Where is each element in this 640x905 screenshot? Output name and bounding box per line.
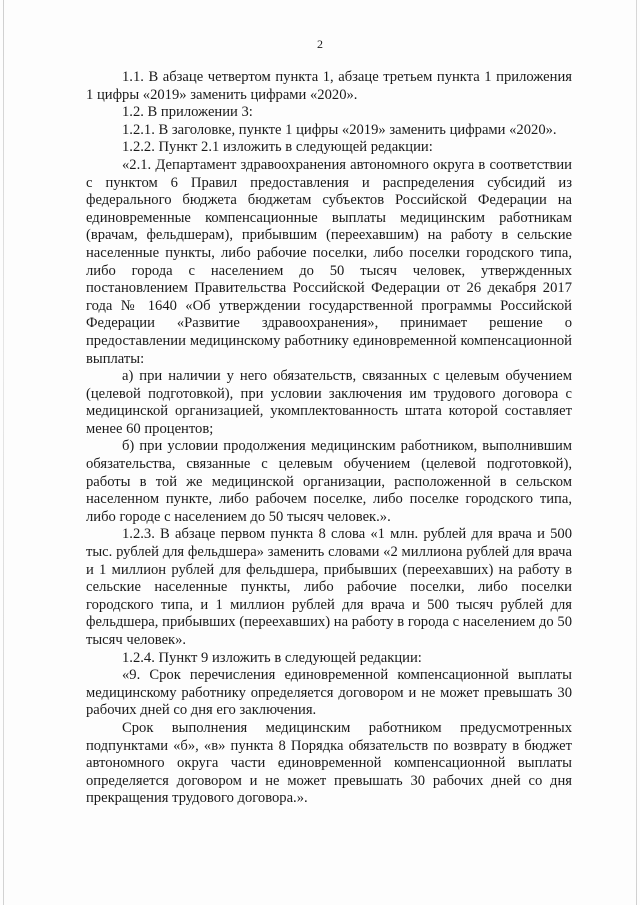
document-body xyxy=(86,69,572,808)
paragraph-subitem-a: а) при наличии у него обязательств, связанных с целевым обучением (целевой подготовкой), при условии заключения им трудового договора с медицинской организацией, укомплектованность штата которой составляет менее 60 процентов; xyxy=(86,368,572,437)
paragraph-1-2-4: 1.2.4. Пункт 9 изложить в следующей редакции: xyxy=(122,649,422,666)
paragraph-9-text: «9. Срок перечисления единовременной компенсационной выплаты медицинскому работнику определяется договором и не может превышать 30 рабочих дней со дня его заключения. xyxy=(86,667,572,719)
paragraph-1-2-1: 1.2.1. В заголовке, пункте 1 цифры «2019» заменить цифрами «2020». xyxy=(122,121,557,138)
scan-edge-left xyxy=(3,0,4,905)
paragraph-1-2: 1.2. В приложении 3: xyxy=(122,104,253,121)
paragraph-deadline: Срок выполнения медицинским работником предусмотренных подпунктами «б», «в» пункта 8 Порядка обязательств по возврату в бюджет автономного округа части единовременной компенсационной выплаты определяется договором и не может превышать 30 рабочих дней со дня прекращения трудового договора.». xyxy=(86,719,572,807)
page-number: 2 xyxy=(317,37,323,51)
paragraph-1-1: 1.1. В абзаце четвертом пункта 1, абзаце третьем пункта 1 приложения 1 цифры «2019» заменить цифрами «2020». xyxy=(86,69,572,103)
paragraph-2-1-text: «2.1. Департамент здравоохранения автономного округа в соответствии с пунктом 6 Правил предоставления и распределения субсидий из федерального бюджета бюджетам субъектов Российской Федерации на единовременные компенсационные выплаты медицинским работникам (врачам, фельдшерам), прибывшим (переехавшим) на работу в сельские населенные пункты, либо рабочие поселки, либо поселки городского типа, либо города с населением до 50 тысяч человек, утвержденных постановлением Правительства Российской Федерации от 26 декабря 2017 года № 1640 «Об утверждении государственной программы Российской Федерации «Развитие здравоохранения», принимает решение о предоставлении медицинскому работнику единовременной компенсационной выплаты: xyxy=(86,156,572,367)
paragraph-1-2-2: 1.2.2. Пункт 2.1 изложить в следующей редакции: xyxy=(122,139,433,156)
scan-edge-right xyxy=(636,0,637,905)
paragraph-1-2-3: 1.2.3. В абзаце первом пункта 8 слова «1 млн. рублей для врача и 500 тыс. рублей для фельдшера» заменить словами «2 миллиона рублей для врача и 1 миллион рублей для фельдшера, прибывших (переехавших) на работу в сельские населенные пункты, либо рабочие поселки, либо поселки городского типа, и 1 миллион рублей для врача и 500 тысяч рублей для фельдшера, прибывших (переехавших) на работу в города с населением до 50 тысяч человек». xyxy=(86,526,572,648)
paragraph-subitem-b: б) при условии продолжения медицинским работником, выполнившим обязательства, связанные с целевым обучением (целевой подготовкой), работы в той же медицинской организации, расположенной в сельском населенном пункте, либо рабочем поселке, либо поселке городского типа, либо городе с населением до 50 тысяч человек.». xyxy=(86,438,572,525)
